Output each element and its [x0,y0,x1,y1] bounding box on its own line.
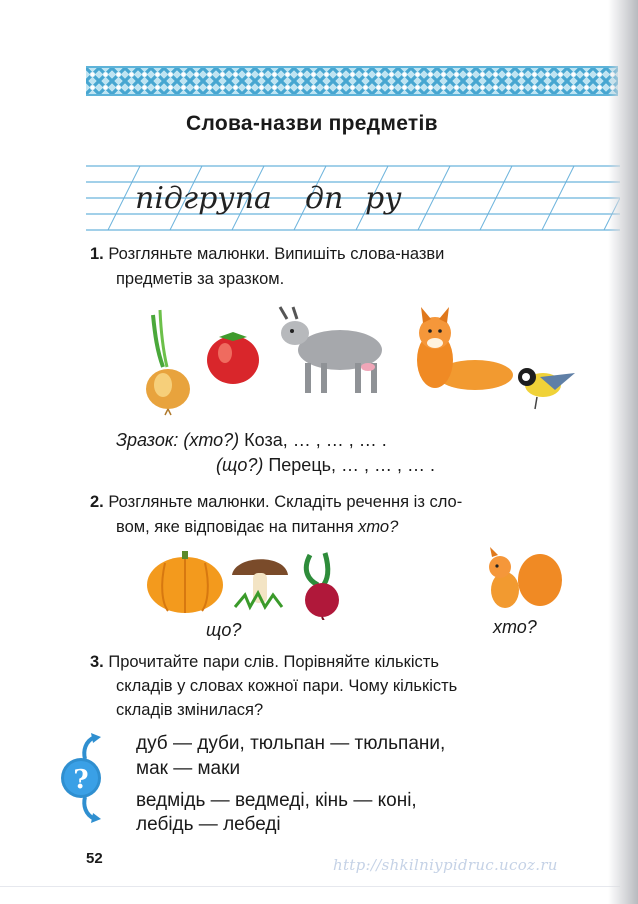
goat-image [280,307,382,393]
label-who: хто? [493,617,537,637]
bird-image [518,368,575,409]
cursive-sample-3: ру [365,181,402,216]
task1-number: 1. [90,245,104,263]
word-pair-1: дуб — дуби, тюльпан — тюльпани, [136,733,446,754]
sample2-rest: Перець, … , … , … . [263,455,436,475]
page-number: 52 [86,850,103,867]
question-badge [55,733,113,823]
task2-number: 2. [90,493,104,511]
task3-line1 [90,651,439,673]
sample-line-2 [216,455,435,476]
question-mark-icon: ? [73,765,89,795]
pepper-image [207,332,259,384]
task1-text-1: Розгляньте малюнки. Випишіть слова-назви [108,245,445,263]
fox-image [417,307,513,390]
task1-line2: предметів за зразком. [116,270,285,288]
task2-line2 [116,516,398,538]
bottom-rule [0,886,620,887]
squirrel-image [489,547,562,608]
cursive-sample-2: дп [305,181,344,216]
beet-image [305,553,339,620]
task3-line3: складів змінилася? [116,701,264,719]
task1-illustrations [135,305,585,420]
page-title: Слова-назви предметів [186,112,438,135]
task1-line1 [90,243,444,265]
pumpkin-image [147,551,223,613]
sample1-prefix: Зразок: (хто?) [116,430,240,450]
label-what: що? [206,620,242,640]
task2-line1 [90,491,462,513]
task3-number: 3. [90,653,104,671]
word-pair-4: лебідь — лебеді [136,814,281,835]
cursive-sample-1: підгрупа [135,181,272,216]
source-url: http://shkilniypidruc.ucoz.ru [333,856,558,874]
sample1-rest: Коза, … , … , … . [239,430,387,450]
copybook-lines [0,160,620,235]
task2-text-2: вом, яке відповідає на питання [116,518,359,536]
mushroom-image [232,559,288,607]
task2-text-1: Розгляньте малюнки. Складіть речення із сло- [108,493,463,511]
sample2-prefix: (що?) [216,455,264,475]
onion-image [146,310,190,415]
task2-text-2-italic: хто? [358,518,399,536]
word-pair-2: мак — маки [136,758,241,779]
decorative-ornament-band [86,66,618,96]
task3-text-1: Прочитайте пари слів. Порівняйте кількість [108,653,439,671]
page-edge-shadow [608,0,638,904]
sample-line-1 [116,430,387,451]
task2-illustrations [140,545,580,620]
task3-line2: складів у словах кожної пари. Чому кількість [116,677,458,695]
word-pair-3: ведмідь — ведмеді, кінь — коні, [136,790,417,811]
